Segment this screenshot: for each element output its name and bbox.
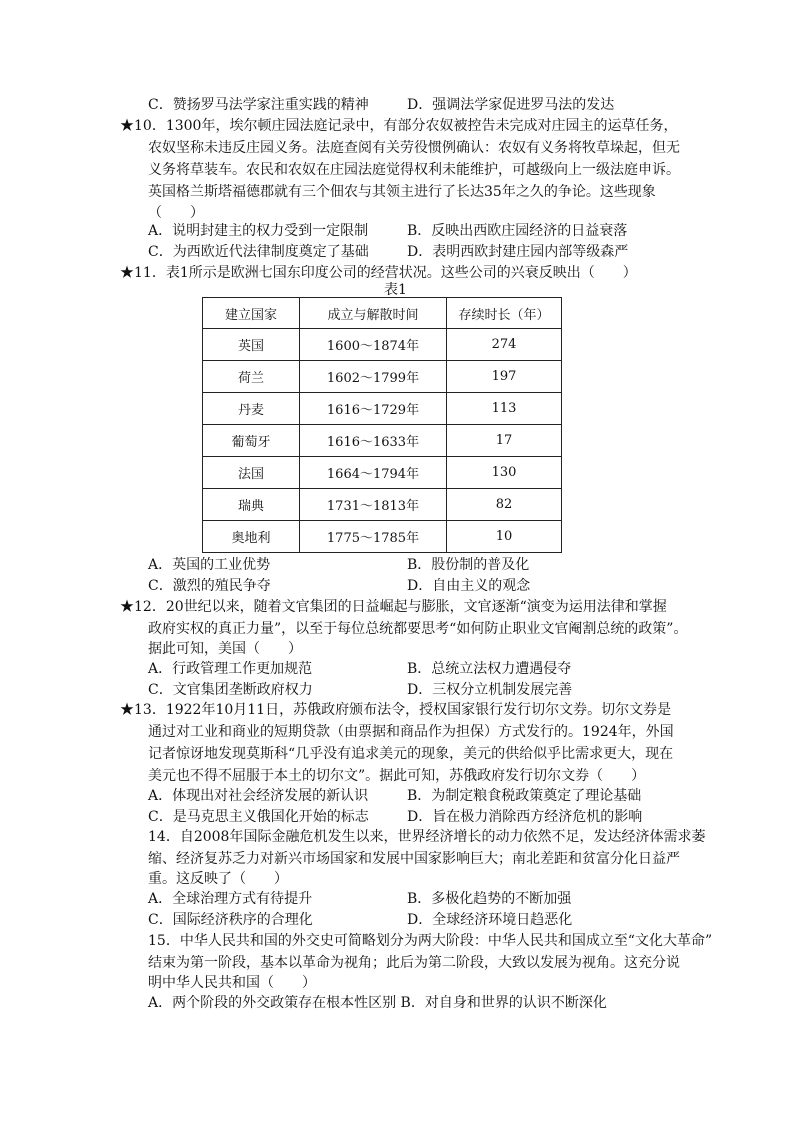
q14-option-b[interactable]: B．多极化趋势的不断加强 bbox=[407, 891, 572, 907]
cell-country: 法国 bbox=[203, 457, 300, 489]
q11-option-c[interactable]: C．激烈的殖民争夺 bbox=[148, 578, 271, 594]
header-period: 成立与解散时间 bbox=[300, 298, 447, 329]
table-row bbox=[203, 361, 562, 393]
q11-option-b[interactable]: B．股份制的普及化 bbox=[407, 557, 530, 573]
q10-stem-line-3: 义务将草装车。农民和农奴在庄园法庭觉得权利未能维护，可越级向上一级法庭申诉。 bbox=[148, 162, 680, 178]
table-row bbox=[203, 457, 562, 489]
q15-stem-line-2: 结束为第一阶段，基本以革命为视角；此后为第二阶段，大致以发展为视角。这充分说 bbox=[148, 955, 680, 971]
q13-stem-line-1: ★13．1922年10月11日，苏俄政府颁布法令，授权国家银行发行切尔文券。切尔文券是 bbox=[120, 702, 672, 718]
q14-option-d[interactable]: D．全球经济环境日趋恶化 bbox=[407, 912, 573, 928]
cell-duration: 10 bbox=[447, 521, 562, 553]
q13-stem-line-3: 记者惊讶地发现莫斯科“几乎没有追求美元的现象，美元的供给似乎比需求更大，现在 bbox=[148, 746, 674, 762]
q13-stem-line-4: 美元也不得不屈服于本土的切尔文”。据此可知，苏俄政府发行切尔文券（ ） bbox=[148, 768, 646, 784]
q13-option-c[interactable]: C．是马克思主义俄国化开始的标志 bbox=[148, 809, 369, 825]
q9-option-d[interactable]: D．强调法学家促进罗马法的发达 bbox=[407, 97, 615, 113]
header-country: 建立国家 bbox=[203, 298, 300, 329]
table-title: 表1 bbox=[384, 282, 407, 298]
q11-option-a[interactable]: A．英国的工业优势 bbox=[148, 557, 271, 573]
cell-country: 荷兰 bbox=[203, 361, 300, 393]
cell-duration: 274 bbox=[447, 329, 562, 361]
q13-option-d[interactable]: D．旨在极力消除西方经济危机的影响 bbox=[407, 809, 643, 825]
q12-stem-line-2: 政府实权的真正力量”，以至于每位总统都要思考“如何防止职业文官阉割总统的政策”。 bbox=[148, 621, 688, 637]
q10-option-d[interactable]: D．表明西欧封建庄园内部等级森严 bbox=[407, 244, 629, 260]
q12-option-a[interactable]: A．行政管理工作更加规范 bbox=[148, 661, 313, 677]
cell-period: 1602～1799年 bbox=[300, 361, 447, 393]
cell-period: 1600～1874年 bbox=[300, 329, 447, 361]
cell-country: 葡萄牙 bbox=[203, 425, 300, 457]
q14-stem-line-1: 14．自2008年国际金融危机发生以来，世界经济增长的动力依然不足，发达经济体需求萎 bbox=[148, 829, 706, 845]
q14-stem-line-3: 重。这反映了（ ） bbox=[148, 871, 288, 887]
q12-option-b[interactable]: B．总统立法权力遭遇侵夺 bbox=[407, 661, 572, 677]
q10-answer-blank: （ ） bbox=[148, 205, 204, 221]
cell-period: 1731～1813年 bbox=[300, 489, 447, 521]
cell-duration: 130 bbox=[447, 457, 562, 489]
cell-country: 瑞典 bbox=[203, 489, 300, 521]
q10-stem-line-1: ★10．1300年，埃尔顿庄园法庭记录中，有部分农奴被控告未完成对庄园主的运草任务， bbox=[120, 118, 678, 134]
q9-option-c[interactable]: C．赞扬罗马法学家注重实践的精神 bbox=[148, 97, 369, 113]
table-row bbox=[203, 393, 562, 425]
q12-stem-line-1: ★12．20世纪以来，随着文官集团的日益崛起与膨胀，文官逐渐“演变为运用法律和掌握 bbox=[120, 599, 667, 615]
q12-stem-line-3: 据此可知，美国（ ） bbox=[148, 641, 302, 657]
cell-period: 1664～1794年 bbox=[300, 457, 447, 489]
q11-option-d[interactable]: D．自由主义的观念 bbox=[407, 578, 531, 594]
cell-period: 1616～1729年 bbox=[300, 393, 447, 425]
cell-duration: 197 bbox=[447, 361, 562, 393]
q14-option-c[interactable]: C．国际经济秩序的合理化 bbox=[148, 912, 313, 928]
cell-period: 1616～1633年 bbox=[300, 425, 447, 457]
q10-stem-line-2: 农奴坚称未违反庄园义务。法庭查阅有关劳役惯例确认：农奴有义务将牧草垛起，但无 bbox=[148, 140, 680, 156]
q13-option-a[interactable]: A．体现出对社会经济发展的新认识 bbox=[148, 788, 369, 804]
company-table bbox=[202, 297, 562, 553]
q10-option-a[interactable]: A．说明封建主的权力受到一定限制 bbox=[148, 223, 369, 239]
q15-stem-line-3: 明中华人民共和国（ ） bbox=[148, 975, 316, 991]
q15-stem-line-1: 15．中华人民共和国的外交史可简略划分为两大阶段：中华人民共和国成立至“文化大革命” bbox=[148, 933, 713, 949]
q13-stem-line-2: 通过对工业和商业的短期贷款（由票据和商品作为担保）方式发行的。1924年，外国 bbox=[148, 724, 674, 740]
cell-country: 英国 bbox=[203, 329, 300, 361]
cell-country: 奥地利 bbox=[203, 521, 300, 553]
q14-stem-line-2: 缩、经济复苏乏力对新兴市场国家和发展中国家影响巨大；南北差距和贫富分化日益严 bbox=[148, 851, 680, 867]
q13-option-b[interactable]: B．为制定粮食税政策奠定了理论基础 bbox=[407, 788, 642, 804]
q10-stem-line-4: 英国格兰斯塔福德郡就有三个佃农与其领主进行了长达35年之久的争论。这些现象 bbox=[148, 184, 656, 200]
q10-option-c[interactable]: C．为西欧近代法律制度奠定了基础 bbox=[148, 244, 369, 260]
q15-options-a-b[interactable]: A．两个阶段的外交政策存在根本性区别 B．对自身和世界的认识不断深化 bbox=[148, 995, 607, 1011]
q11-stem: ★11．表1所示是欧洲七国东印度公司的经营状况。这些公司的兴衰反映出（ ） bbox=[120, 265, 637, 281]
cell-duration: 17 bbox=[447, 425, 562, 457]
cell-duration: 113 bbox=[447, 393, 562, 425]
table-row bbox=[203, 425, 562, 457]
cell-country: 丹麦 bbox=[203, 393, 300, 425]
cell-period: 1775～1785年 bbox=[300, 521, 447, 553]
header-duration: 存续时长（年） bbox=[447, 298, 562, 329]
table-row bbox=[203, 329, 562, 361]
table-row bbox=[203, 521, 562, 553]
table-row bbox=[203, 489, 562, 521]
table-header-row bbox=[203, 298, 562, 329]
cell-duration: 82 bbox=[447, 489, 562, 521]
q12-option-d[interactable]: D．三权分立机制发展完善 bbox=[407, 682, 573, 698]
q12-option-c[interactable]: C．文官集团垄断政府权力 bbox=[148, 682, 313, 698]
q10-option-b[interactable]: B．反映出西欧庄园经济的日益衰落 bbox=[407, 223, 628, 239]
q14-option-a[interactable]: A．全球治理方式有待提升 bbox=[148, 891, 313, 907]
